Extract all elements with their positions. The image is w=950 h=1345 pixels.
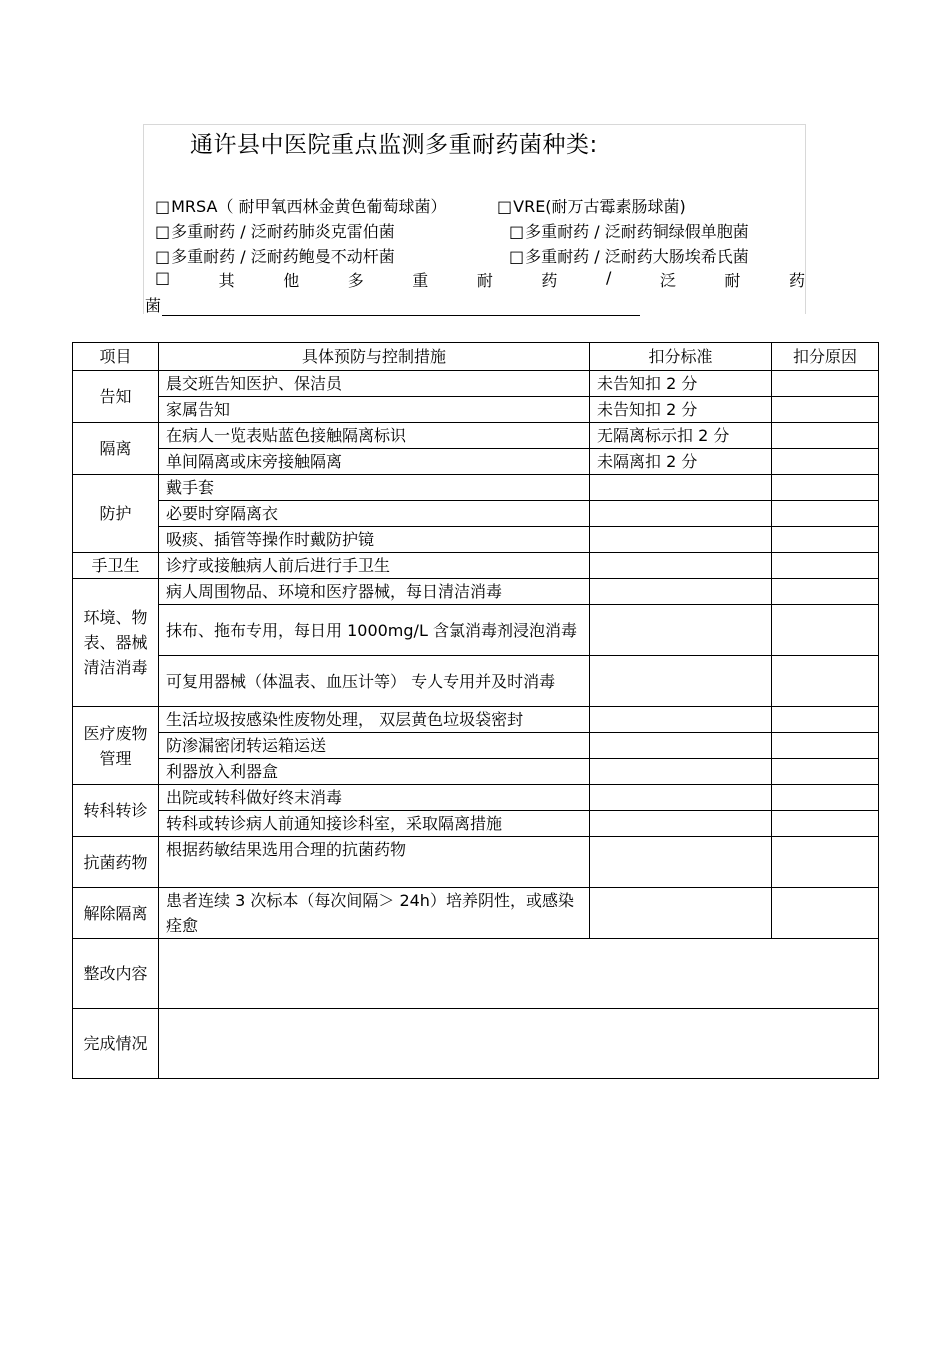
deduct-cell[interactable]: [590, 811, 772, 837]
category-cell: 防护: [73, 475, 159, 553]
table-row: [73, 397, 879, 423]
table-row: [73, 733, 879, 759]
measure-cell: 诊疗或接触病人前后进行手卫生: [159, 553, 590, 579]
measure-cell: 吸痰、插管等操作时戴防护镜: [159, 527, 590, 553]
table-row: [73, 501, 879, 527]
table-row: [73, 656, 879, 707]
reason-cell[interactable]: [772, 811, 879, 837]
table-row: [73, 811, 879, 837]
header-reason: 扣分原因: [772, 343, 879, 371]
category-cell: 环境、物表、器械清洁消毒: [73, 579, 159, 707]
checklist-table: [72, 342, 879, 1079]
option-label: 多重耐药 / 泛耐药大肠埃希氏菌: [525, 247, 749, 266]
rectification-label: 整改内容: [73, 939, 159, 1009]
option-other[interactable]: [155, 268, 805, 291]
category-cell: 解除隔离: [73, 888, 159, 939]
reason-cell[interactable]: [772, 527, 879, 553]
checkbox-icon[interactable]: □: [497, 197, 513, 216]
option-label-char: 耐: [476, 271, 493, 290]
deduct-cell: 未告知扣 2 分: [590, 371, 772, 397]
checkbox-icon[interactable]: □: [155, 222, 171, 241]
table-row: [73, 759, 879, 785]
option-pa[interactable]: [509, 219, 749, 242]
category-cell: 告知: [73, 371, 159, 423]
table-row: [73, 785, 879, 811]
option-label: VRE(耐万古霉素肠球菌): [513, 197, 686, 216]
measure-cell: 家属告知: [159, 397, 590, 423]
deduct-cell[interactable]: [590, 553, 772, 579]
measure-cell: 抹布、拖布专用，每日用 1000mg/L 含氯消毒剂浸泡消毒: [159, 605, 590, 656]
checkbox-icon[interactable]: □: [155, 268, 171, 287]
measure-cell: 利器放入利器盒: [159, 759, 590, 785]
reason-cell[interactable]: [772, 733, 879, 759]
option-label-char: 药: [788, 271, 805, 290]
deduct-cell[interactable]: [590, 733, 772, 759]
deduct-cell[interactable]: [590, 656, 772, 707]
reason-cell[interactable]: [772, 759, 879, 785]
reason-cell[interactable]: [772, 397, 879, 423]
table-row: [73, 837, 879, 888]
deduct-cell[interactable]: [590, 605, 772, 656]
deduct-cell[interactable]: [590, 837, 772, 888]
option-label-char: 药: [541, 271, 558, 290]
page-title: 通许县中医院重点监测多重耐药菌种类:: [190, 132, 598, 158]
reason-cell[interactable]: [772, 888, 879, 939]
deduct-cell[interactable]: [590, 888, 772, 939]
checkbox-icon[interactable]: □: [509, 247, 525, 266]
header-category: 项目: [73, 343, 159, 371]
option-crkp[interactable]: [155, 219, 395, 242]
other-blank-field[interactable]: [162, 297, 640, 316]
category-cell: 隔离: [73, 423, 159, 475]
option-ab[interactable]: [155, 244, 395, 267]
option-label: 多重耐药 / 泛耐药鲍曼不动杆菌: [171, 247, 395, 266]
measure-cell: 出院或转科做好终末消毒: [159, 785, 590, 811]
table-header-row: [73, 343, 879, 371]
deduct-cell[interactable]: [590, 475, 772, 501]
option-label-char: 重: [412, 271, 429, 290]
table-row: [73, 371, 879, 397]
table-row: [73, 553, 879, 579]
measure-cell: 在病人一览表贴蓝色接触隔离标识: [159, 423, 590, 449]
measure-cell: 单间隔离或床旁接触隔离: [159, 449, 590, 475]
option-label: 多重耐药 / 泛耐药铜绿假单胞菌: [525, 222, 749, 241]
table-row: [73, 527, 879, 553]
option-label-char: 耐: [724, 271, 741, 290]
option-label: MRSA（ 耐甲氧西林金黄色葡萄球菌）: [171, 197, 447, 216]
checkbox-icon[interactable]: □: [155, 247, 171, 266]
measure-cell: 根据药敏结果选用合理的抗菌药物: [159, 837, 590, 888]
checkbox-icon[interactable]: □: [155, 197, 171, 216]
table-row: [73, 579, 879, 605]
deduct-cell[interactable]: [590, 501, 772, 527]
table-row: [73, 939, 879, 1009]
measure-cell: 防渗漏密闭转运箱运送: [159, 733, 590, 759]
option-ec[interactable]: [509, 244, 749, 267]
measure-cell: 病人周围物品、环境和医疗器械，每日清洁消毒: [159, 579, 590, 605]
table-row: [73, 888, 879, 939]
option-label-char: 他: [283, 271, 300, 290]
reason-cell[interactable]: [772, 837, 879, 888]
table-row: [73, 475, 879, 501]
deduct-cell[interactable]: [590, 785, 772, 811]
rectification-content-field[interactable]: [159, 939, 879, 1009]
completion-label: 完成情况: [73, 1009, 159, 1079]
option-mrsa[interactable]: [155, 194, 447, 217]
other-fill-line: [145, 293, 640, 316]
measure-cell: 晨交班告知医护、保洁员: [159, 371, 590, 397]
category-cell: 医疗废物管理: [73, 707, 159, 785]
reason-cell[interactable]: [772, 501, 879, 527]
category-cell: 转科转诊: [73, 785, 159, 837]
reason-cell[interactable]: [772, 553, 879, 579]
checkbox-icon[interactable]: □: [509, 222, 525, 241]
table-row: [73, 423, 879, 449]
header-measure: 具体预防与控制措施: [159, 343, 590, 371]
reason-cell[interactable]: [772, 785, 879, 811]
option-label-char: 菌: [145, 296, 162, 315]
measure-cell: 戴手套: [159, 475, 590, 501]
reason-cell[interactable]: [772, 475, 879, 501]
deduct-cell[interactable]: [590, 527, 772, 553]
measure-cell: 必要时穿隔离衣: [159, 501, 590, 527]
reason-cell[interactable]: [772, 423, 879, 449]
category-cell: 抗菌药物: [73, 837, 159, 888]
reason-cell[interactable]: [772, 605, 879, 656]
deduct-cell[interactable]: [590, 579, 772, 605]
option-vre[interactable]: [497, 194, 686, 217]
option-label-char: /: [605, 268, 612, 287]
reason-cell[interactable]: [772, 579, 879, 605]
option-label-char: 泛: [659, 271, 676, 290]
reason-cell[interactable]: [772, 371, 879, 397]
deduct-cell: 未告知扣 2 分: [590, 397, 772, 423]
reason-cell[interactable]: [772, 449, 879, 475]
table-row: [73, 605, 879, 656]
deduct-cell: 未隔离扣 2 分: [590, 449, 772, 475]
header-deduct: 扣分标准: [590, 343, 772, 371]
measure-cell: 生活垃圾按感染性废物处理， 双层黄色垃圾袋密封: [159, 707, 590, 733]
option-label-char: 多: [347, 271, 364, 290]
table-row: [73, 1009, 879, 1079]
measure-cell: 转科或转诊病人前通知接诊科室，采取隔离措施: [159, 811, 590, 837]
measure-cell: 可复用器械（体温表、血压计等） 专人专用并及时消毒: [159, 656, 590, 707]
deduct-cell[interactable]: [590, 759, 772, 785]
table-row: [73, 449, 879, 475]
completion-content-field[interactable]: [159, 1009, 879, 1079]
deduct-cell[interactable]: [590, 707, 772, 733]
deduct-cell: 无隔离标示扣 2 分: [590, 423, 772, 449]
reason-cell[interactable]: [772, 656, 879, 707]
table-row: [73, 707, 879, 733]
measure-cell: 患者连续 3 次标本（每次间隔＞ 24h）培养阴性，或感染痊愈: [159, 888, 590, 939]
category-cell: 手卫生: [73, 553, 159, 579]
option-label: 多重耐药 / 泛耐药肺炎克雷伯菌: [171, 222, 395, 241]
reason-cell[interactable]: [772, 707, 879, 733]
option-label-char: 其: [218, 271, 235, 290]
